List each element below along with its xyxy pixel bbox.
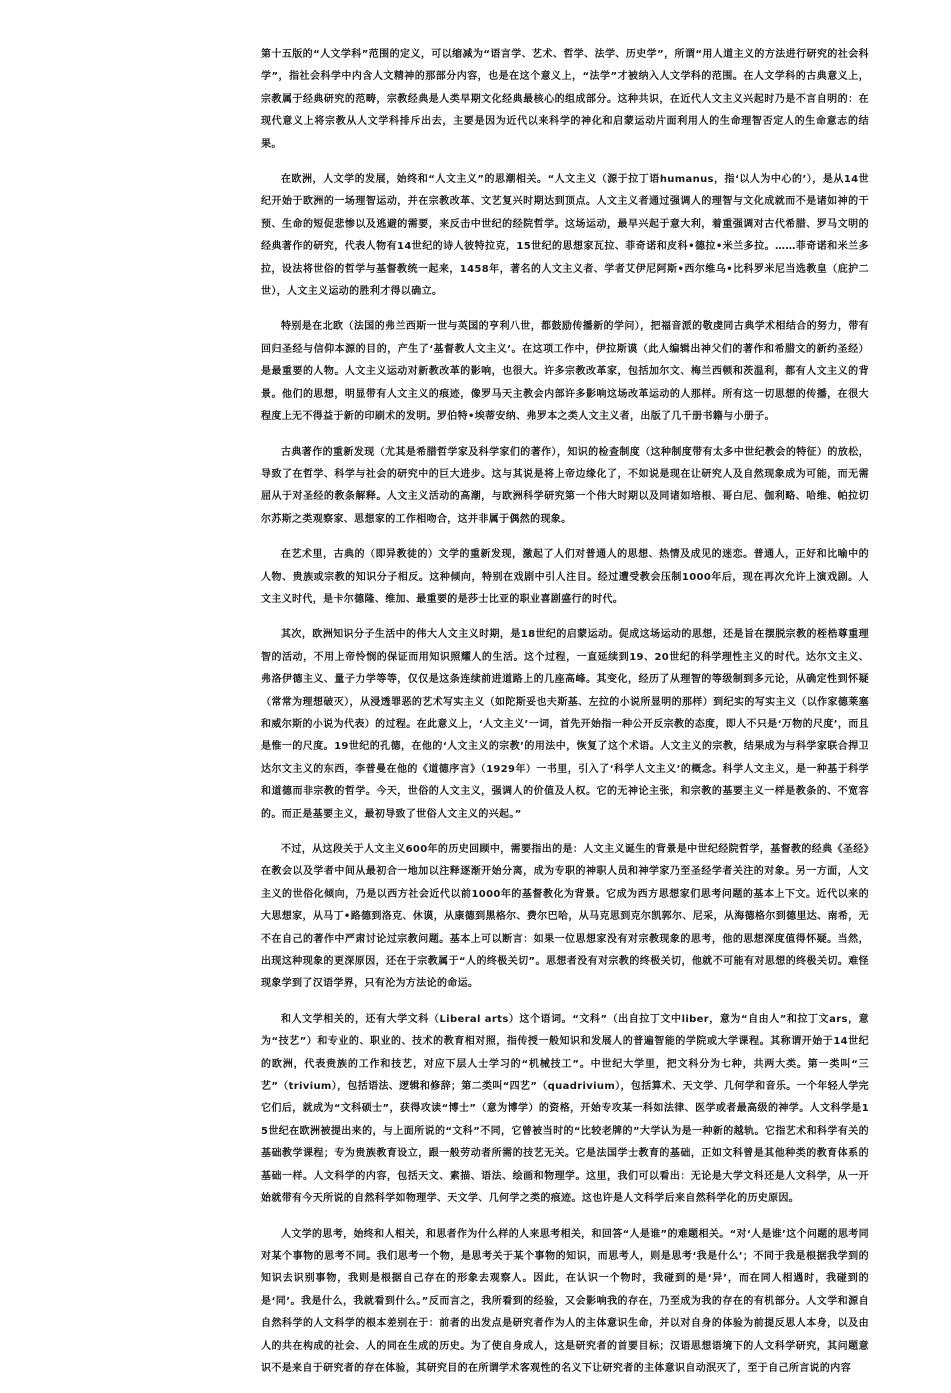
paragraph-2: 在欧洲，人文学的发展，始终和“人文主义”的思潮相关。“人文主义（源于拉丁语humanus，指‘以人为中心的’），是从14世纪开始于欧洲的一场理智运动，并在宗教改革、文艺复兴时期达到顶点。人文主义者通过强调人的理智与文化成就而不是诸如神的干预、生命的短促悲惨以及逃避的需要，来反击中世纪的经院哲学。这场运动，最早兴起于意大利，着重强调对古代希腊、罗马文明的经典著作的研究，代表人物有14世纪的诗人彼特拉克，15世纪的思想家瓦拉、菲奇诺和皮科•德拉•米兰多拉。……菲奇诺和米兰多拉，设法将世俗的哲学与基督教统一起来，1458年，著名的人文主义者、学者艾伊尼阿斯•西尔维乌•比科罗米尼当选教皇（庇护二世），人文主义运动的胜利才得以确立。 bbox=[261, 174, 869, 298]
paragraph-1: 第十五版的“人文学科”范围的定义，可以缩减为“语言学、艺术、哲学、法学、历史学”，所谓“用人道主义的方法进行研究的社会科学”，指社会科学中内含人文精神的那部分内容，也是在这个意义上，“法学”才被纳入人文学科的范围。在人文学科的古典意义上，宗教属于经典研究的范畴，宗教经典是人类早期文化经典最核心的组成部分。这种共识，在近代人文主义兴起时乃是不言自明的：在现代意义上将宗教从人文学科排斥出去，主要是因为近代以来科学的神化和启蒙运动片面利用人的生命理智否定人的生命意志的结果。 bbox=[261, 49, 869, 150]
document-page bbox=[261, 44, 869, 1393]
paragraph-5: 在艺术里，古典的（即异教徒的）文学的重新发现，激起了人们对普通人的思想、热情及成见的迷恋。普通人，正好和比喻中的人物、贵族或宗教的知识分子相反。这种倾向，特别在戏剧中引人注目。经过遭受教会压制1000年后，现在再次允许上演戏剧。人文主义时代，是卡尔德隆、维加、最重要的是莎士比亚的职业喜剧盛行的时代。 bbox=[261, 549, 869, 605]
paragraph-9: 人文学的思考，始终和人相关，和思者作为什么样的人来思考相关，和回答“人是谁”的难题相关。“对‘人是谁’这个问题的思考同对某个事物的思考不同。我们思考一个物，是思考关于某个事物的知识，而思考人，则是思考‘我是什么’；不同于我是根据我学到的知识去识别事物，我则是根据自己存在的形象去观察人。因此，在认识一个物时，我碰到的是‘异’，而在同人相遇时，我碰到的是‘同’。我是什么，我就看到什么。”反而言之，我所看到的经验，又会影响我的存在，乃至成为我的存在的有机部分。人文学和源自自然科学的人文科学的根本差别在于：前者的出发点是研究者作为人的主体意识生命，并以对自身的体验为前提反思人本身，以及由人的共在构成的社会、人的同在生成的历史。为了使自身成人，这是研究者的首要目标；汉语思想语境下的人文科学研究，其问题意识不是来自于研究者的存在体验，其研究目的在所谓学术客观性的名义下让研究者的主体意识自动泯灭了，至于自己所言说的内容 bbox=[261, 1228, 869, 1374]
paragraph-8: 和人文学相关的，还有大学文科（Liberal arts）这个语词。“文科”（出自拉丁文中liber，意为“自由人”和拉丁文ars，意为“技艺”）和专业的、职业的、技术的教育相对照，指传授一般知识和发展人的普遍智能的学院或大学课程。其称谓开始于14世纪的欧洲，代表贵族的工作和技艺，对应下层人士学习的“机械技工”。中世纪大学里，把文科分为七种，共两大类。第一类叫“三艺”（trivium），包括语法、逻辑和修辞；第二类叫“四艺”（quadrivium），包括算术、天文学、几何学和音乐。一个年轻人学完它们后，就成为“文科硕士”，获得攻读“博士”（意为博学）的资格，开始专攻某一科如法律、医学或者最高级的神学。人文科学是15世纪在欧洲被提出来的，与上面所说的“文科”不同，它曾被当时的“比较老牌的”大学认为是一种新的越轨。它指艺术和科学有关的基础教学课程；专为贵族教育设立，跟一般劳动者所需的技艺无关。它是法国学士教育的基础，正如文科曾是其他种类的教育体系的基础一样。人文科学的内容，包括天文、素描、语法、绘画和物理学。这里，我们可以看出：无论是大学文科还是人文科学，从一开始就带有今天所说的自然科学如物理学、天文学、几何学之类的痕迹。这也许是人文科学后来自然科学化的历史原因。 bbox=[261, 1013, 869, 1205]
paragraph-6: 其次，欧洲知识分子生活中的伟大人文主义时期，是18世纪的启蒙运动。促成这场运动的思想，还是旨在摆脱宗教的桎梏尊重理智的活动，不用上帝怜悯的保证而用知识照耀人的生活。这个过程，一直延续到19、20世纪的科学理性主义的时代。达尔文主义、弗洛伊德主义、量子力学等等，仅仅是这条连续前进道路上的几座高峰。其变化，经历了从理智的等级制到多元论，从确定性到怀疑（常常为理想破灭），从浸透罪恶的艺术写实主义（如陀斯妥也夫斯基、左拉的小说所显明的那样）到纪实的写实主义（以作家德莱塞和威尔斯的小说为代表）的过程。在此意义上，‘人文主义’一词，首先开始指一种公开反宗教的态度，即人不只是‘万物的尺度’，而且是惟一的尺度。19世纪的孔德，在他的‘人文主义的宗教’的用法中，恢复了这个术语。人文主义的宗教，结果成为与科学家联合捍卫达尔文主义的东西，李普曼在他的《道德序言》（1929年）一书里，引入了‘科学人文主义’的概念。科学人文主义，是一种基于科学和道德而非宗教的哲学。今天，世俗的人文主义，强调人的价值及人权。它的无神论主张，和宗教的基要主义一样是教条的、不宽容的。而正是基要主义，最初导致了世俗人文主义的兴起。” bbox=[261, 629, 869, 820]
paragraph-4: 古典著作的重新发现（尤其是希腊哲学家及科学家们的著作），知识的检查制度（这种制度带有太多中世纪教会的特征）的放松，导致了在哲学、科学与社会的研究中的巨大进步。这与其说是将上帝边缘化了，不如说是现在让研究人及自然现象成为可能，而无需屈从于对圣经的教条解释。人文主义活动的高潮，与欧洲科学研究第一个伟大时期以及同诸如培根、哥白尼、伽利略、哈维、帕拉切尔苏斯之类观察家、思想家的工作相吻合，这并非属于偶然的现象。 bbox=[261, 446, 869, 525]
paragraph-7: 不过，从这段关于人文主义600年的历史回顾中，需要指出的是：人文主义诞生的背景是中世纪经院哲学，基督教的经典《圣经》在教会以及学者中间从最初合一地加以注释逐渐开始分离，成为专职的神职人员和神学家乃至圣经学者关注的对象。另一方面，人文主义的世俗化倾向，乃是以西方社会近代以前1000年的基督教化为背景。它成为西方思想家们思考问题的基本上下文。近代以来的大思想家，从马丁•路德到洛克、休谟，从康德到黑格尔、费尔巴哈，从马克思到克尔凯郭尔、尼采，从海德格尔到德里达、南希，无不在自己的著作中严肃讨论过宗教问题。基本上可以断言：如果一位思想家没有对宗教现象的思考，他的思想深度值得怀疑。当然，出现这种现象的更深原因，还在于宗教属于“人的终极关切”。思想者没有对宗教的终极关切，他就不可能有对思想的终极关切。难怪现象学到了汉语学界，只有沦为方法论的命运。 bbox=[261, 844, 869, 990]
paragraph-3: 特别是在北欧（法国的弗兰西斯一世与英国的亨利八世，都鼓励传播新的学问），把福音派的敬虔同古典学术相结合的努力，带有回归圣经与信仰本源的目的，产生了‘基督教人文主义’。在这项工作中，伊拉斯谟（此人编辑出神父们的著作和希腊文的新约圣经）是最重要的人物。人文主义运动对新教改革的影响，也很大。许多宗教改革家，包括加尔文、梅兰西顿和茨温利，都有人文主义的背景。他们的思想，明显带有人文主义的痕迹，像罗马天主教会内部许多影响这场改革运动的人那样。所有这一切思想的传播，在很大程度上无不得益于新的印刷术的发明。罗伯特•埃蒂安纳、弗罗本之类人文主义者，出版了几千册书籍与小册子。 bbox=[261, 321, 869, 423]
